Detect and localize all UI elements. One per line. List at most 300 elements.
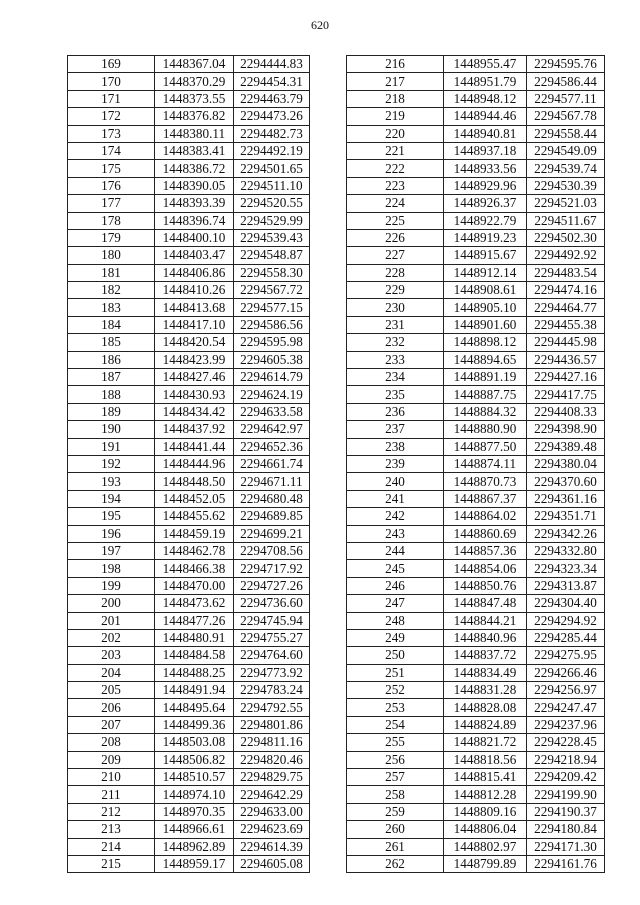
table-row (347, 751, 605, 768)
coordinate-x-cell: 1448427.46 (155, 369, 234, 386)
coordinate-y-cell: 2294614.79 (234, 369, 310, 386)
coordinate-y-cell: 2294351.71 (527, 508, 605, 525)
coordinate-x-cell: 1448959.17 (155, 855, 234, 872)
table-row (347, 142, 605, 159)
coordinate-y-cell: 2294567.72 (234, 282, 310, 299)
point-number-cell: 253 (347, 699, 444, 716)
coordinate-y-cell: 2294228.45 (527, 734, 605, 751)
table-row (68, 490, 310, 507)
coordinate-y-cell: 2294530.39 (527, 177, 605, 194)
coordinate-y-cell: 2294792.55 (234, 699, 310, 716)
point-number-cell: 252 (347, 682, 444, 699)
coordinate-y-cell: 2294304.40 (527, 595, 605, 612)
coordinate-x-cell: 1448373.55 (155, 90, 234, 107)
coordinate-x-cell: 1448455.62 (155, 508, 234, 525)
point-number-cell: 219 (347, 108, 444, 125)
point-number-cell: 262 (347, 855, 444, 872)
point-number-cell: 216 (347, 56, 444, 73)
coordinate-y-cell: 2294671.11 (234, 473, 310, 490)
table-row (68, 160, 310, 177)
table-row (347, 838, 605, 855)
coordinate-x-cell: 1448506.82 (155, 751, 234, 768)
table-row (68, 125, 310, 142)
coordinate-y-cell: 2294783.24 (234, 682, 310, 699)
point-number-cell: 238 (347, 438, 444, 455)
table-row (347, 160, 605, 177)
coordinate-y-cell: 2294529.99 (234, 212, 310, 229)
coordinate-y-cell: 2294492.92 (527, 247, 605, 264)
point-number-cell: 214 (68, 838, 155, 855)
coordinate-x-cell: 1448821.72 (444, 734, 527, 751)
table-row (347, 803, 605, 820)
coordinate-y-cell: 2294549.09 (527, 142, 605, 159)
coordinate-y-cell: 2294586.44 (527, 73, 605, 90)
point-number-cell: 182 (68, 282, 155, 299)
table-row (347, 716, 605, 733)
coordinate-y-cell: 2294266.46 (527, 664, 605, 681)
point-number-cell: 211 (68, 786, 155, 803)
coordinate-y-cell: 2294275.95 (527, 647, 605, 664)
coordinate-x-cell: 1448459.19 (155, 525, 234, 542)
coordinate-x-cell: 1448831.28 (444, 682, 527, 699)
coordinate-y-cell: 2294256.97 (527, 682, 605, 699)
coordinate-y-cell: 2294398.90 (527, 421, 605, 438)
table-row (68, 386, 310, 403)
coordinate-x-cell: 1448919.23 (444, 229, 527, 246)
coordinate-x-cell: 1448410.26 (155, 282, 234, 299)
table-row (68, 682, 310, 699)
coordinate-x-cell: 1448390.05 (155, 177, 234, 194)
point-number-cell: 234 (347, 369, 444, 386)
coordinate-y-cell: 2294567.78 (527, 108, 605, 125)
table-row (68, 595, 310, 612)
table-row (347, 560, 605, 577)
coordinate-x-cell: 1448812.28 (444, 786, 527, 803)
table-row (68, 316, 310, 333)
coordinate-y-cell: 2294408.33 (527, 403, 605, 420)
coordinate-x-cell: 1448955.47 (444, 56, 527, 73)
table-row (347, 473, 605, 490)
point-number-cell: 202 (68, 629, 155, 646)
coordinate-x-cell: 1448430.93 (155, 386, 234, 403)
table-row (347, 664, 605, 681)
coordinate-x-cell: 1448894.65 (444, 351, 527, 368)
coordinate-table-right-body (347, 56, 605, 873)
coordinate-y-cell: 2294548.87 (234, 247, 310, 264)
table-row (68, 821, 310, 838)
point-number-cell: 173 (68, 125, 155, 142)
table-row (347, 212, 605, 229)
table-row (68, 334, 310, 351)
coordinate-x-cell: 1448887.75 (444, 386, 527, 403)
point-number-cell: 205 (68, 682, 155, 699)
coordinate-y-cell: 2294313.87 (527, 577, 605, 594)
table-row (68, 108, 310, 125)
point-number-cell: 207 (68, 716, 155, 733)
table-row (68, 647, 310, 664)
table-row (347, 786, 605, 803)
point-number-cell: 243 (347, 525, 444, 542)
coordinate-x-cell: 1448901.60 (444, 316, 527, 333)
coordinate-y-cell: 2294171.30 (527, 838, 605, 855)
coordinate-y-cell: 2294323.34 (527, 560, 605, 577)
coordinate-y-cell: 2294285.44 (527, 629, 605, 646)
coordinate-y-cell: 2294633.58 (234, 403, 310, 420)
point-number-cell: 236 (347, 403, 444, 420)
coordinate-x-cell: 1448510.57 (155, 769, 234, 786)
coordinate-x-cell: 1448809.16 (444, 803, 527, 820)
coordinate-y-cell: 2294605.08 (234, 855, 310, 872)
coordinate-x-cell: 1448860.69 (444, 525, 527, 542)
coordinate-x-cell: 1448867.37 (444, 490, 527, 507)
coordinate-x-cell: 1448441.44 (155, 438, 234, 455)
coordinate-x-cell: 1448974.10 (155, 786, 234, 803)
coordinate-x-cell: 1448417.10 (155, 316, 234, 333)
point-number-cell: 237 (347, 421, 444, 438)
table-row (68, 421, 310, 438)
table-row (347, 403, 605, 420)
coordinate-x-cell: 1448847.48 (444, 595, 527, 612)
coordinate-x-cell: 1448880.90 (444, 421, 527, 438)
coordinate-y-cell: 2294577.11 (527, 90, 605, 107)
table-row (347, 108, 605, 125)
coordinate-y-cell: 2294247.47 (527, 699, 605, 716)
coordinate-x-cell: 1448386.72 (155, 160, 234, 177)
table-row (68, 247, 310, 264)
coordinate-x-cell: 1448908.61 (444, 282, 527, 299)
coordinate-y-cell: 2294773.92 (234, 664, 310, 681)
coordinate-y-cell: 2294708.56 (234, 542, 310, 559)
coordinate-x-cell: 1448434.42 (155, 403, 234, 420)
point-number-cell: 232 (347, 334, 444, 351)
coordinate-y-cell: 2294642.97 (234, 421, 310, 438)
coordinate-x-cell: 1448444.96 (155, 455, 234, 472)
point-number-cell: 189 (68, 403, 155, 420)
table-row (347, 438, 605, 455)
coordinate-y-cell: 2294764.60 (234, 647, 310, 664)
coordinate-y-cell: 2294483.54 (527, 264, 605, 281)
coordinate-x-cell: 1448854.06 (444, 560, 527, 577)
coordinate-y-cell: 2294811.16 (234, 734, 310, 751)
point-number-cell: 194 (68, 490, 155, 507)
coordinate-y-cell: 2294745.94 (234, 612, 310, 629)
coordinate-y-cell: 2294680.48 (234, 490, 310, 507)
table-row (347, 699, 605, 716)
coordinate-y-cell: 2294199.90 (527, 786, 605, 803)
coordinate-y-cell: 2294417.75 (527, 386, 605, 403)
coordinate-y-cell: 2294633.00 (234, 803, 310, 820)
coordinate-x-cell: 1448850.76 (444, 577, 527, 594)
point-number-cell: 217 (347, 73, 444, 90)
coordinate-y-cell: 2294595.76 (527, 56, 605, 73)
coordinate-x-cell: 1448470.00 (155, 577, 234, 594)
point-number-cell: 187 (68, 369, 155, 386)
coordinate-y-cell: 2294595.98 (234, 334, 310, 351)
coordinate-y-cell: 2294652.36 (234, 438, 310, 455)
coordinate-y-cell: 2294370.60 (527, 473, 605, 490)
coordinate-y-cell: 2294558.44 (527, 125, 605, 142)
coordinate-x-cell: 1448915.67 (444, 247, 527, 264)
table-row (68, 229, 310, 246)
table-row (347, 595, 605, 612)
coordinate-x-cell: 1448818.56 (444, 751, 527, 768)
coordinate-y-cell: 2294436.57 (527, 351, 605, 368)
table-row (68, 716, 310, 733)
coordinate-y-cell: 2294209.42 (527, 769, 605, 786)
coordinate-x-cell: 1448837.72 (444, 647, 527, 664)
table-row (68, 612, 310, 629)
point-number-cell: 224 (347, 195, 444, 212)
coordinate-y-cell: 2294380.04 (527, 455, 605, 472)
table-row (68, 473, 310, 490)
point-number-cell: 203 (68, 647, 155, 664)
coordinate-y-cell: 2294294.92 (527, 612, 605, 629)
table-row (347, 490, 605, 507)
coordinate-y-cell: 2294539.74 (527, 160, 605, 177)
page-number: 620 (311, 18, 329, 32)
coordinate-y-cell: 2294237.96 (527, 716, 605, 733)
table-row (347, 195, 605, 212)
table-row (347, 542, 605, 559)
coordinate-x-cell: 1448940.81 (444, 125, 527, 142)
point-number-cell: 235 (347, 386, 444, 403)
table-row (68, 560, 310, 577)
table-row (68, 177, 310, 194)
coordinate-x-cell: 1448824.89 (444, 716, 527, 733)
point-number-cell: 171 (68, 90, 155, 107)
coordinate-x-cell: 1448462.78 (155, 542, 234, 559)
table-row (68, 542, 310, 559)
table-row (68, 195, 310, 212)
table-row (347, 577, 605, 594)
table-row (68, 769, 310, 786)
point-number-cell: 223 (347, 177, 444, 194)
point-number-cell: 210 (68, 769, 155, 786)
coordinate-y-cell: 2294445.98 (527, 334, 605, 351)
table-row (68, 438, 310, 455)
coordinate-x-cell: 1448400.10 (155, 229, 234, 246)
coordinate-x-cell: 1448905.10 (444, 299, 527, 316)
coordinate-x-cell: 1448929.96 (444, 177, 527, 194)
point-number-cell: 212 (68, 803, 155, 820)
coordinate-y-cell: 2294689.85 (234, 508, 310, 525)
point-number-cell: 192 (68, 455, 155, 472)
table-row (68, 786, 310, 803)
coordinate-x-cell: 1448380.11 (155, 125, 234, 142)
coordinate-y-cell: 2294736.60 (234, 595, 310, 612)
coordinate-y-cell: 2294332.80 (527, 542, 605, 559)
coordinate-y-cell: 2294180.84 (527, 821, 605, 838)
table-row (68, 56, 310, 73)
table-row (68, 699, 310, 716)
table-row (68, 455, 310, 472)
coordinate-x-cell: 1448370.29 (155, 73, 234, 90)
table-row (347, 386, 605, 403)
coordinate-y-cell: 2294539.43 (234, 229, 310, 246)
table-row (68, 73, 310, 90)
point-number-cell: 244 (347, 542, 444, 559)
point-number-cell: 188 (68, 386, 155, 403)
coordinate-x-cell: 1448933.56 (444, 160, 527, 177)
table-row (347, 612, 605, 629)
coordinate-x-cell: 1448477.26 (155, 612, 234, 629)
coordinate-y-cell: 2294463.79 (234, 90, 310, 107)
coordinate-x-cell: 1448828.08 (444, 699, 527, 716)
coordinate-y-cell: 2294755.27 (234, 629, 310, 646)
point-number-cell: 245 (347, 560, 444, 577)
table-row (68, 855, 310, 872)
table-row (347, 855, 605, 872)
coordinate-x-cell: 1448367.04 (155, 56, 234, 73)
point-number-cell: 240 (347, 473, 444, 490)
coordinate-x-cell: 1448937.18 (444, 142, 527, 159)
coordinate-y-cell: 2294642.29 (234, 786, 310, 803)
coordinate-y-cell: 2294464.77 (527, 299, 605, 316)
coordinate-x-cell: 1448484.58 (155, 647, 234, 664)
coordinate-y-cell: 2294342.26 (527, 525, 605, 542)
table-row (347, 734, 605, 751)
table-row (347, 369, 605, 386)
point-number-cell: 174 (68, 142, 155, 159)
table-row (347, 264, 605, 281)
coordinate-y-cell: 2294190.37 (527, 803, 605, 820)
coordinate-y-cell: 2294455.38 (527, 316, 605, 333)
coordinate-x-cell: 1448912.14 (444, 264, 527, 281)
coordinate-x-cell: 1448844.21 (444, 612, 527, 629)
table-row (68, 369, 310, 386)
coordinate-x-cell: 1448864.02 (444, 508, 527, 525)
coordinate-x-cell: 1448495.64 (155, 699, 234, 716)
coordinate-x-cell: 1448383.41 (155, 142, 234, 159)
point-number-cell: 226 (347, 229, 444, 246)
table-row (68, 664, 310, 681)
point-number-cell: 254 (347, 716, 444, 733)
coordinate-x-cell: 1448948.12 (444, 90, 527, 107)
coordinate-y-cell: 2294623.69 (234, 821, 310, 838)
coordinate-x-cell: 1448802.97 (444, 838, 527, 855)
coordinate-x-cell: 1448403.47 (155, 247, 234, 264)
table-row (68, 629, 310, 646)
table-row (347, 299, 605, 316)
point-number-cell: 199 (68, 577, 155, 594)
point-number-cell: 206 (68, 699, 155, 716)
table-row (347, 421, 605, 438)
coordinate-y-cell: 2294218.94 (527, 751, 605, 768)
table-row (68, 403, 310, 420)
coordinate-x-cell: 1448799.89 (444, 855, 527, 872)
table-row (347, 769, 605, 786)
point-number-cell: 259 (347, 803, 444, 820)
point-number-cell: 231 (347, 316, 444, 333)
point-number-cell: 251 (347, 664, 444, 681)
point-number-cell: 250 (347, 647, 444, 664)
point-number-cell: 230 (347, 299, 444, 316)
table-row (347, 56, 605, 73)
coordinate-x-cell: 1448406.86 (155, 264, 234, 281)
point-number-cell: 247 (347, 595, 444, 612)
table-row (68, 142, 310, 159)
coordinate-x-cell: 1448806.04 (444, 821, 527, 838)
point-number-cell: 228 (347, 264, 444, 281)
point-number-cell: 258 (347, 786, 444, 803)
coordinate-table-left (67, 55, 310, 873)
table-row (68, 838, 310, 855)
point-number-cell: 170 (68, 73, 155, 90)
coordinate-x-cell: 1448926.37 (444, 195, 527, 212)
coordinate-x-cell: 1448491.94 (155, 682, 234, 699)
coordinate-x-cell: 1448437.92 (155, 421, 234, 438)
coordinate-y-cell: 2294586.56 (234, 316, 310, 333)
coordinate-y-cell: 2294427.16 (527, 369, 605, 386)
coordinate-y-cell: 2294492.19 (234, 142, 310, 159)
coordinate-x-cell: 1448473.62 (155, 595, 234, 612)
table-row (68, 577, 310, 594)
coordinate-x-cell: 1448466.38 (155, 560, 234, 577)
point-number-cell: 172 (68, 108, 155, 125)
table-row (68, 90, 310, 107)
table-row (68, 525, 310, 542)
table-row (347, 90, 605, 107)
coordinate-y-cell: 2294614.39 (234, 838, 310, 855)
table-row (68, 803, 310, 820)
point-number-cell: 195 (68, 508, 155, 525)
point-number-cell: 204 (68, 664, 155, 681)
coordinate-table-left-body (68, 56, 310, 873)
table-row (68, 751, 310, 768)
point-number-cell: 196 (68, 525, 155, 542)
coordinate-y-cell: 2294501.65 (234, 160, 310, 177)
point-number-cell: 184 (68, 316, 155, 333)
coordinate-y-cell: 2294727.26 (234, 577, 310, 594)
coordinate-x-cell: 1448413.68 (155, 299, 234, 316)
coordinate-x-cell: 1448840.96 (444, 629, 527, 646)
coordinate-y-cell: 2294829.75 (234, 769, 310, 786)
point-number-cell: 239 (347, 455, 444, 472)
coordinate-x-cell: 1448448.50 (155, 473, 234, 490)
table-row (68, 212, 310, 229)
coordinate-x-cell: 1448376.82 (155, 108, 234, 125)
point-number-cell: 261 (347, 838, 444, 855)
table-row (68, 282, 310, 299)
point-number-cell: 242 (347, 508, 444, 525)
coordinate-y-cell: 2294521.03 (527, 195, 605, 212)
coordinate-x-cell: 1448962.89 (155, 838, 234, 855)
point-number-cell: 260 (347, 821, 444, 838)
point-number-cell: 221 (347, 142, 444, 159)
point-number-cell: 246 (347, 577, 444, 594)
coordinate-x-cell: 1448815.41 (444, 769, 527, 786)
coordinate-y-cell: 2294389.48 (527, 438, 605, 455)
point-number-cell: 249 (347, 629, 444, 646)
point-number-cell: 176 (68, 177, 155, 194)
point-number-cell: 222 (347, 160, 444, 177)
coordinate-y-cell: 2294454.31 (234, 73, 310, 90)
coordinate-x-cell: 1448874.11 (444, 455, 527, 472)
point-number-cell: 191 (68, 438, 155, 455)
coordinate-y-cell: 2294717.92 (234, 560, 310, 577)
coordinate-y-cell: 2294661.74 (234, 455, 310, 472)
coordinate-y-cell: 2294558.30 (234, 264, 310, 281)
coordinate-y-cell: 2294577.15 (234, 299, 310, 316)
point-number-cell: 257 (347, 769, 444, 786)
coordinate-x-cell: 1448870.73 (444, 473, 527, 490)
point-number-cell: 169 (68, 56, 155, 73)
coordinate-y-cell: 2294474.16 (527, 282, 605, 299)
table-row (347, 508, 605, 525)
point-number-cell: 185 (68, 334, 155, 351)
table-row (347, 229, 605, 246)
table-row (347, 334, 605, 351)
